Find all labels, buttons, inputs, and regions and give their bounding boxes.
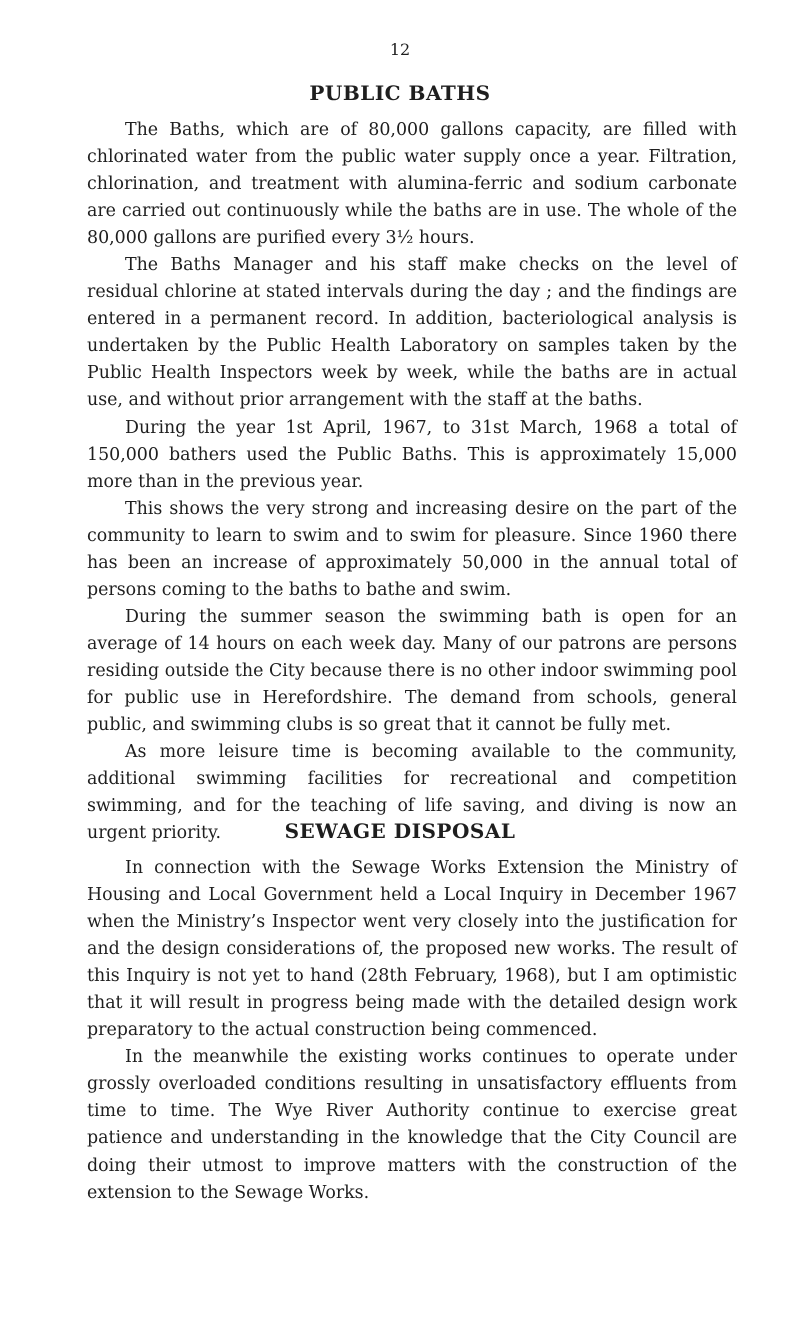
paragraph: In the meanwhile the existing works continues to operate under grossly overloaded conditions resulting in unsatisfactory effluents from time to time. The Wye River Authority continue to exercise great patience and understanding in the knowledge that the City Council are doing their utmost to improve matters with the construction of the extension to the Sewage Works.: [87, 1047, 737, 1203]
paragraph: During the summer season the swimming bath is open for an average of 14 hours on each week day. Many of our patrons are persons residing outside the City because there is no other indoor swimming pool for public use in Herefordshire. The demand from schools, general public, and swimming clubs is so great that it cannot be fully met.: [87, 606, 737, 736]
paragraph: This shows the very strong and increasing desire on the part of the community to learn to swim and to swim for pleasure. Since 1960 there has been an increase of approximately 50,000 in the annual total of persons coming to the baths to bathe and swim.: [87, 498, 737, 600]
section-title-public-baths: PUBLIC BATHS: [309, 81, 491, 105]
section-sewage-disposal: [87, 855, 737, 1207]
section-title-sewage-disposal: SEWAGE DISPOSAL: [284, 819, 516, 843]
paragraph: In connection with the Sewage Works Extension the Ministry of Housing and Local Government held a Local Inquiry in December 1967 when the Ministry’s Inspector went very closely into the justification for and the design considerations of, the proposed new works. The result of this Inquiry is not yet to hand (28th February, 1968), but I am optimistic that it will result in progress being made with the detailed design work preparatory to the actual construction being commenced.: [87, 858, 737, 1041]
paragraph: As more leisure time is becoming available to the community, additional swimming facilities for recreational and competition swimming, and for the teaching of life saving, and diving is now an urgent priority.: [87, 742, 737, 844]
paragraph: The Baths Manager and his staff make checks on the level of residual chlorine at stated intervals during the day ; and the findings are entered in a permanent record. In addition, bacteriological analysis is undertaken by the Public Health Laboratory on samples taken by the Public Health Inspectors week by week, while the baths are in actual use, and without prior arrangement with the staff at the baths.: [87, 255, 737, 411]
section-public-baths: [87, 117, 737, 847]
paragraph: The Baths, which are of 80,000 gallons capacity, are filled with chlorinated water from the public water supply once a year. Filtration, chlorination, and treatment with alumina-ferric and sodium carbonate are carried out continuously while the baths are in use. The whole of the 80,000 gallons are purified every 3½ hours.: [87, 120, 737, 249]
paragraph: During the year 1st April, 1967, to 31st March, 1968 a total of 150,000 bathers used the Public Baths. This is approximately 15,000 more than in the previous year.: [87, 417, 737, 492]
page-number: 12: [389, 40, 411, 59]
